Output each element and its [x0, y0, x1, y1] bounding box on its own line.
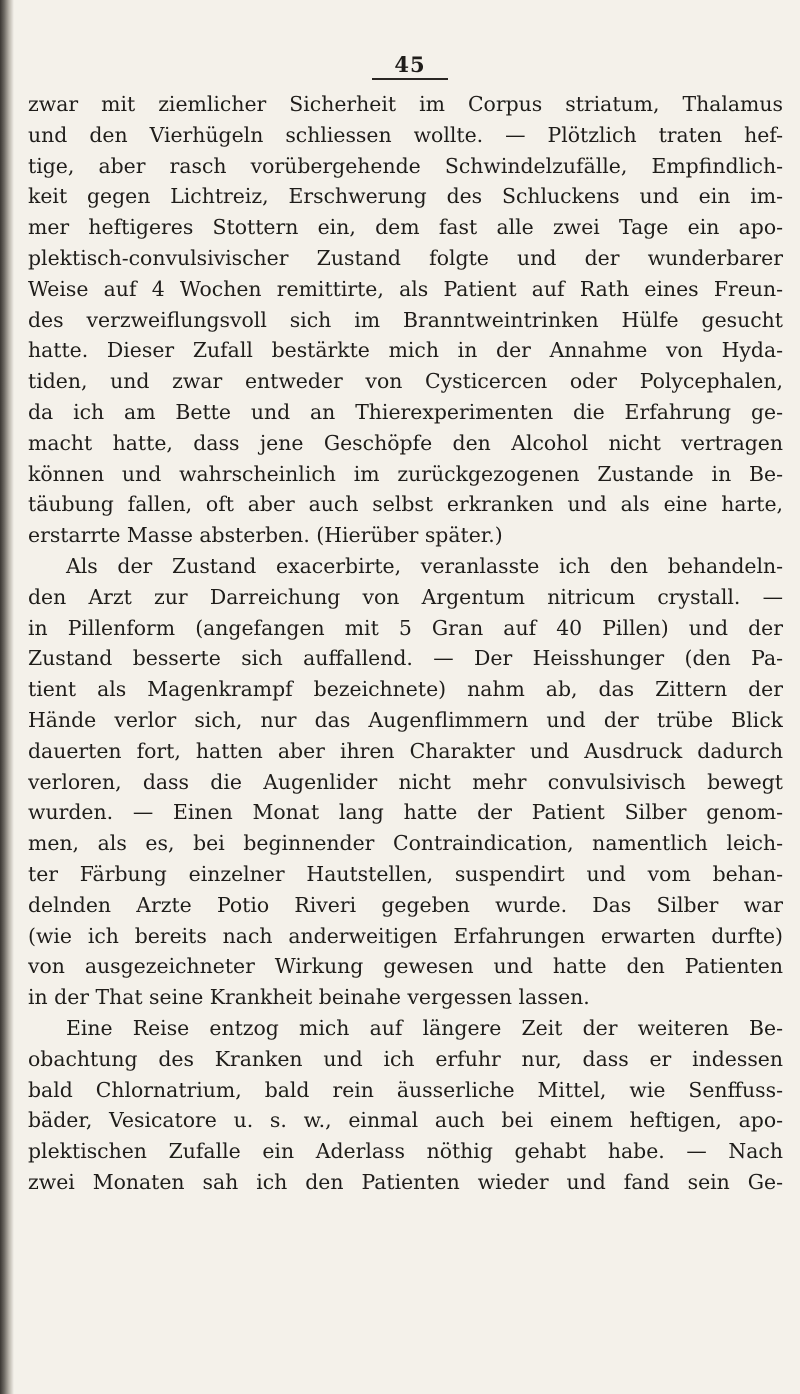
text-line: hatte. Dieser Zufall bestärkte mich in der Annahme von Hyda- [28, 338, 783, 363]
text-line: Hände verlor sich, nur das Augenflimmern und der trübe Blick [28, 707, 783, 732]
text-line: und den Vierhügeln schliessen wollte. — Plötzlich traten hef- [28, 122, 783, 147]
text-line: des verzweiflungsvoll sich im Branntweintrinken Hülfe gesucht [28, 307, 783, 332]
text-line: wurden. — Einen Monat lang hatte der Patient Silber genom- [28, 800, 783, 825]
page-number: 45 [394, 52, 426, 77]
text-line: bäder, Vesicatore u. s. w., einmal auch bei einem heftigen, apo- [28, 1108, 783, 1133]
text-line: tiden, und zwar entweder von Cysticercen oder Polycephalen, [28, 369, 783, 394]
text-line: dauerten fort, hatten aber ihren Charakter und Ausdruck dadurch [28, 738, 783, 763]
text-line: zwar mit ziemlicher Sicherheit im Corpus striatum, Thalamus [28, 92, 783, 116]
text-line: tige, aber rasch vorübergehende Schwindelzufälle, Empfindlich- [28, 153, 783, 178]
page-number-rule [372, 78, 448, 80]
text-line: mer heftigeres Stottern ein, dem fast alle zwei Tage ein apo- [28, 215, 783, 240]
text-line: ter Färbung einzelner Hautstellen, suspendirt und vom behan- [28, 861, 783, 886]
body-text [28, 89, 783, 1198]
text-line: erstarrte Masse absterben. (Hierüber später.) [28, 523, 503, 548]
text-line: obachtung des Kranken und ich erfuhr nur, dass er indessen [28, 1046, 783, 1071]
text-line: von ausgezeichneter Wirkung gewesen und hatte den Patienten [28, 954, 783, 979]
paragraph-start-line: Eine Reise entzog mich auf längere Zeit der weiteren Be- [66, 1015, 783, 1040]
text-line: plektisch-convulsivischer Zustand folgte und der wunderbarer [28, 245, 783, 270]
text-line: Weise auf 4 Wochen remittirte, als Patient auf Rath eines Freun- [28, 276, 783, 301]
text-line: keit gegen Lichtreiz, Erschwerung des Schluckens und ein im- [28, 184, 783, 209]
text-line: macht hatte, dass jene Geschöpfe den Alcohol nicht vertragen [28, 430, 783, 455]
text-line: in der That seine Krankheit beinahe vergessen lassen. [28, 985, 590, 1010]
text-line: täubung fallen, oft aber auch selbst erkranken und als eine harte, [28, 492, 783, 517]
text-line: men, als es, bei beginnender Contraindication, namentlich leich- [28, 831, 783, 856]
text-line: verloren, dass die Augenlider nicht mehr convulsivisch bewegt [28, 769, 783, 794]
paragraph-start-line: Als der Zustand exacerbirte, veranlasste ich den behandeln- [66, 553, 783, 578]
text-line: in Pillenform (angefangen mit 5 Gran auf 40 Pillen) und der [28, 615, 783, 640]
text-line: tient als Magenkrampf bezeichnete) nahm ab, das Zittern der [28, 677, 783, 702]
text-line: bald Chlornatrium, bald rein äusserliche Mittel, wie Senffuss- [28, 1077, 783, 1102]
text-line: zwei Monaten sah ich den Patienten wieder und fand sein Ge- [28, 1169, 783, 1194]
text-line: den Arzt zur Darreichung von Argentum nitricum crystall. — [28, 584, 783, 609]
text-line: Zustand besserte sich auffallend. — Der Heisshunger (den Pa- [28, 646, 783, 671]
text-line: können und wahrscheinlich im zurückgezogenen Zustande in Be- [28, 461, 783, 486]
text-line: (wie ich bereits nach anderweitigen Erfahrungen erwarten durfte) [28, 923, 783, 948]
text-line: plektischen Zufalle ein Aderlass nöthig gehabt habe. — Nach [28, 1139, 783, 1164]
text-line: da ich am Bette und an Thierexperimenten die Erfahrung ge- [28, 399, 783, 424]
text-line: delnden Arzte Potio Riveri gegeben wurde. Das Silber war [28, 892, 783, 917]
